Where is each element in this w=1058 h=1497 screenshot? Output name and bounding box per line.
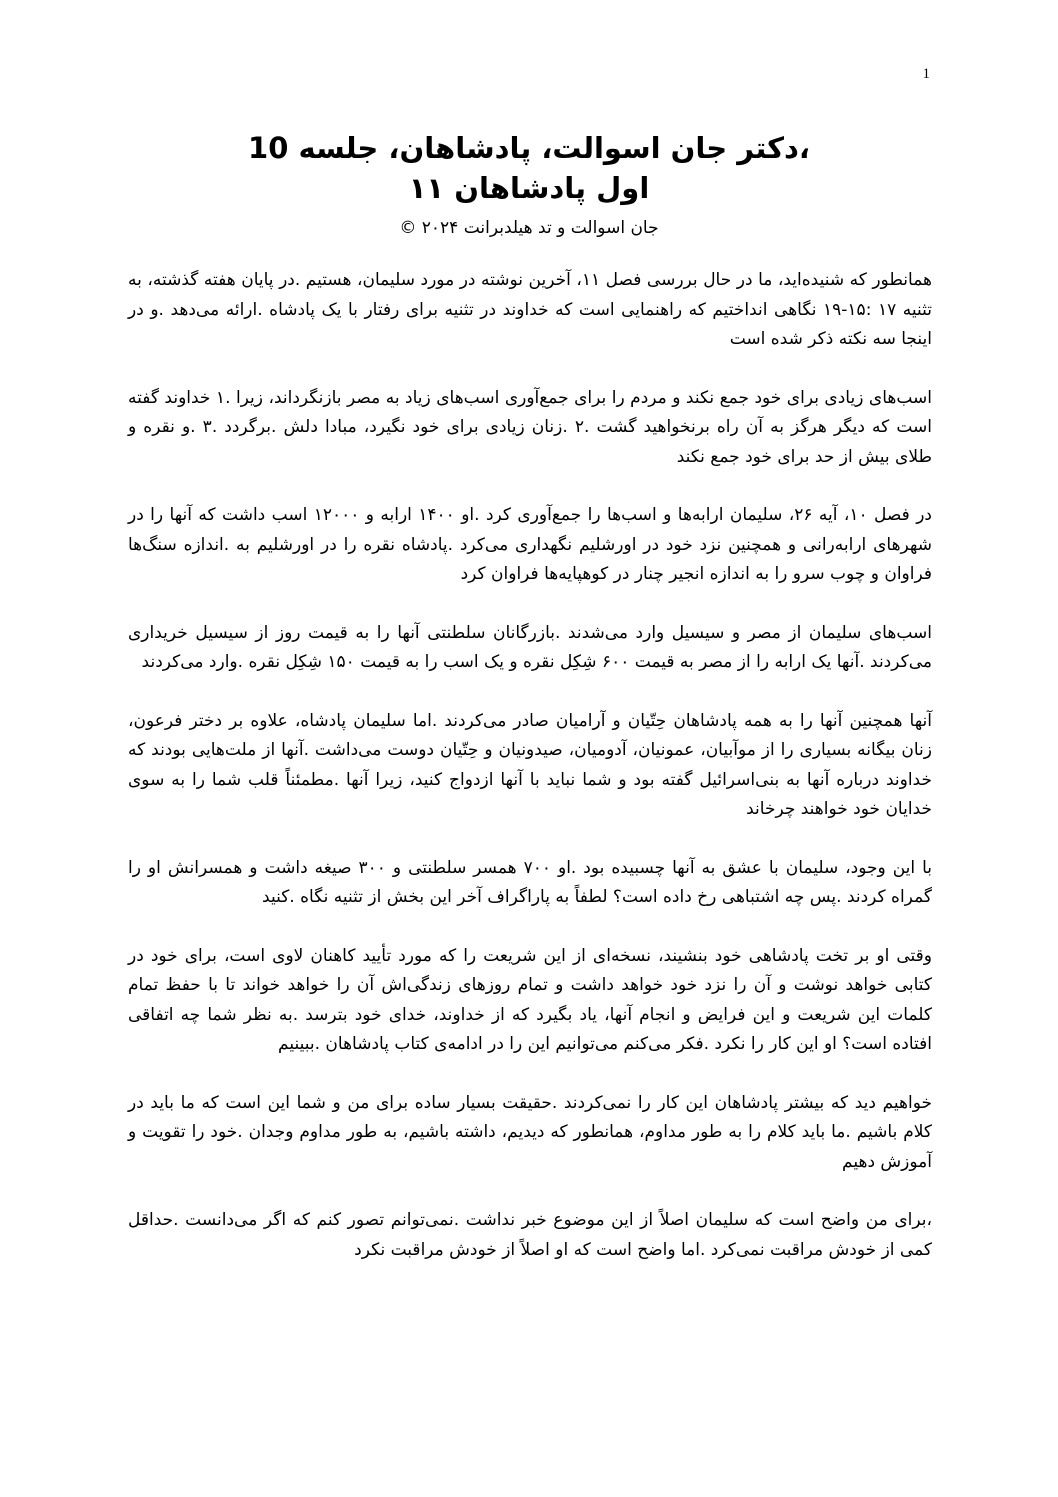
paragraph-2: اسب‌های زیادی برای خود جمع نکند و مردم را برای جمع‌آوری اسب‌های زیاد به مصر بازنگرداند، زیرا .۱ خداوند گفته است که دیگر هرگز به آن راه برنخواهید گشت .۲ .زنان زیادی برای خود نگیرد، مبادا دلش .برگردد .۳ .و نقره و طلای بیش از حد برای خود جمع نکند <box>128 387 932 467</box>
paragraph-4: اسب‌های سلیمان از مصر و سیسیل وارد می‌شدند .بازرگانان سلطنتی آنها را به قیمت روز از سیسیل خریداری می‌کردند .آنها یک ارابه را از مصر به قیمت ۶۰۰ شِکِل نقره و یک اسب را به قیمت ۱۵۰ شِکِل نقره .وارد می‌کردند <box>128 622 932 672</box>
page-title-chapter: اول پادشاهان ۱۱ <box>408 171 650 205</box>
paragraph-8: خواهیم دید که بیشتر پادشاهان این کار را نمی‌کردند .حقیقت بسیار ساده برای من و شما این است که ما باید در کلام باشیم .ما باید کلام را به طور مداوم، همانطور که دیدیم، داشته باشیم، به طور مداوم وجدان .خود را تقویت و آموزش دهیم <box>128 1092 932 1172</box>
paragraph-5: آنها همچنین آنها را به همه پادشاهان حِتّیان و آرامیان صادر می‌کردند .اما سلیمان پادشاه، علاوه بر دختر فرعون، زنان بیگانه بسیاری را از موآبیان، عمونیان، آدومیان، صیدونیان و حِتّیان دوست می‌داشت .آنها از ملت‌هایی بودند که خداوند درباره آنها به بنی‌اسرائیل گفته بود و شما نباید با آنها ازدواج کنید، زیرا آنها .مطمئناً قلب شما را به سوی خدایان خود خواهند چرخاند <box>128 710 932 819</box>
title-block <box>0 128 1058 242</box>
paragraph-1: همانطور که شنیده‌اید، ما در حال بررسی فصل ۱۱، آخرین نوشته در مورد سلیمان، هستیم .در پایان هفته گذشته، به تثنیه ۱۷ :۱۵-۱۹ نگاهی انداختیم که راهنمایی است که خداوند در تثنیه برای رفتار با یک پادشاه .ارائه می‌دهد .و در اینجا سه نکته ذکر شده است <box>128 270 932 349</box>
paragraph-9: ،برای من واضح است که سلیمان اصلاً از این موضوع خبر نداشت .نمی‌توانم تصور کنم که اگر می‌دانست .حداقل کمی از خودش مراقبت نمی‌کرد .اما واضح است که او اصلاً از خودش مراقبت نکرد <box>128 1210 932 1260</box>
paragraph-3: در فصل ۱۰، آیه ۲۶، سلیمان ارابه‌ها و اسب‌ها را جمع‌آوری کرد .او ۱۴۰۰ ارابه و ۱۲۰۰۰ اسب داشت که آنها را در شهرهای ارابه‌رانی و همچنین نزد خود در اورشلیم نگهداری می‌کرد .پادشاه نقره را در اورشلیم به .اندازه سنگ‌ها فراوان و چوب سرو را به اندازه انجیر چنار در کوهپایه‌ها فراوان کرد <box>128 505 932 584</box>
copyright-subtitle: جان اسوالت و تد هیلدبرانت ۲۰۲۴ © <box>399 218 659 238</box>
page-number: 1 <box>922 66 930 82</box>
paragraph-7: وقتی او بر تخت پادشاهی خود بنشیند، نسخه‌ای از این شریعت را که مورد تأیید کاهنان لاوی است، برای خود در کتابی خواهد نوشت و آن را نزد خود خواهد داشت و تمام روزهای زندگی‌اش آن را خواهد خواند تا با حفظ تمام کلمات این شریعت و این فرایض و انجام آنها، یاد بگیرد که از خداوند، خدای خود بترسد .به نظر شما چه اتفاقی افتاده است؟ او این کار را نکرد .فکر می‌کنم می‌توانیم این را در ادامه‌ی کتاب پادشاهان .ببینیم <box>128 945 932 1054</box>
document-body <box>128 266 932 1294</box>
paragraph-6: با این وجود، سلیمان با عشق به آنها چسبیده بود .او ۷۰۰ همسر سلطنتی و ۳۰۰ صیغه داشت و همسرانش او را گمراه کردند .پس چه اشتباهی رخ داده است؟ لطفاً به پاراگراف آخر این بخش از تثنیه نگاه .کنید <box>128 857 932 907</box>
page-title: ،دکتر جان اسوالت، پادشاهان، جلسه 10 <box>248 131 810 165</box>
